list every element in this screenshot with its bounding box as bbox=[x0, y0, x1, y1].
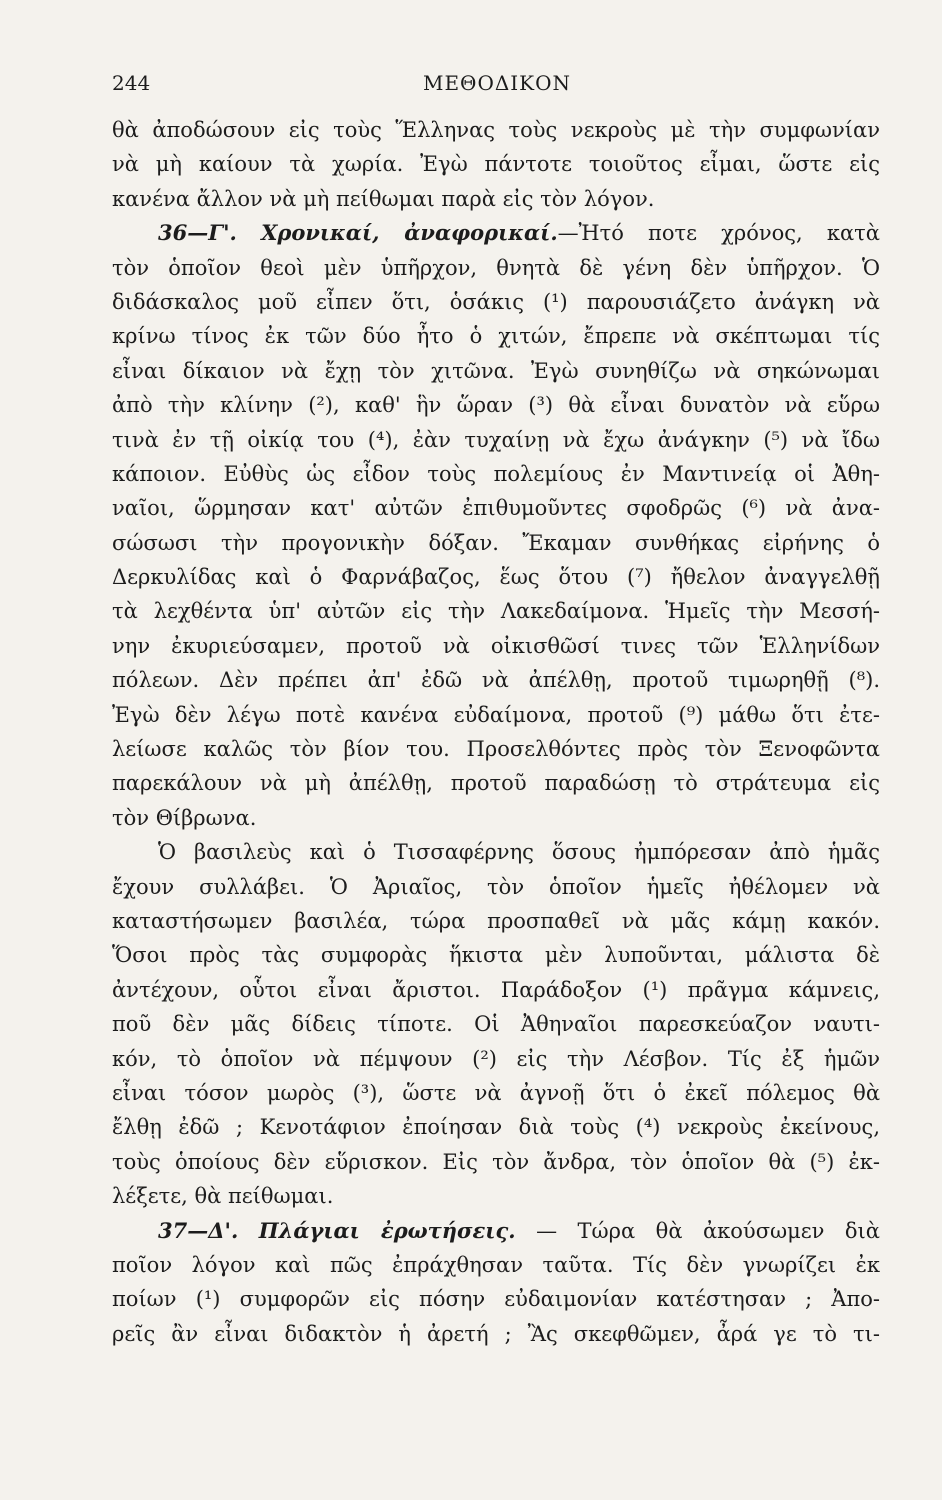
text-line: ἔλθῃ ἐδῶ ; Κενοτάφιον ἐποίησαν διὰ τοὺς (⁴) νεκροὺς ἐκείνους, bbox=[112, 1115, 880, 1140]
text-line: παρεκάλουν νὰ μὴ ἀπέλθῃ, προτοῦ παραδώσῃ τὸ στράτευμα εἰς bbox=[112, 771, 880, 796]
text-line: κάποιον. Εὐθὺς ὡς εἶδον τοὺς πολεμίους ἐν Μαντινείᾳ οἱ Ἀθη- bbox=[112, 461, 880, 486]
text-line: πόλεων. Δὲν πρέπει ἀπ' ἐδῶ νὰ ἀπέλθῃ, προτοῦ τιμωρηθῇ (⁸). bbox=[112, 668, 880, 693]
text-line: Ὁ βασιλεὺς καὶ ὁ Τισσαφέρνης ὅσους ἠμπόρεσαν ἀπὸ ἡμᾶς bbox=[158, 840, 880, 865]
text-line: θὰ ἀποδώσουν εἰς τοὺς Ἕλληνας τοὺς νεκροὺς μὲ τὴν συμφωνίαν bbox=[112, 118, 880, 142]
text-line: νὰ μὴ καίουν τὰ χωρία. Ἐγὼ πάντοτε τοιοῦτος εἶμαι, ὥστε εἰς bbox=[112, 152, 880, 177]
text-line: ποῦ δὲν μᾶς δίδεις τίποτε. Οἱ Ἀθηναῖοι παρεσκεύαζον ναυτι- bbox=[112, 1012, 880, 1037]
page-header bbox=[112, 70, 882, 96]
text-line: λείωσε καλῶς τὸν βίον του. Προσελθόντες πρὸς τὸν Ξενοφῶντα bbox=[112, 737, 880, 762]
text-line: εἶναι τόσον μωρὸς (³), ὥστε νὰ ἀγνοῇ ὅτι ὁ ἐκεῖ πόλεμος θὰ bbox=[112, 1080, 880, 1105]
text-line: κανένα ἄλλον νὰ μὴ πείθωμαι παρὰ εἰς τὸν λόγον. bbox=[112, 186, 655, 211]
section-heading-37 bbox=[112, 1214, 880, 1248]
text-line: Ὅσοι πρὸς τὰς συμφορὰς ἥκιστα μὲν λυποῦνται, μάλιστα δὲ bbox=[112, 943, 880, 968]
running-title: ΜΕΘΟΔΙΚΟΝ bbox=[422, 71, 572, 95]
text-line: σώσωσι τὴν προγονικὴν δόξαν. Ἔκαμαν συνθήκας εἰρήνης ὁ bbox=[112, 530, 880, 555]
section-heading-36 bbox=[112, 216, 880, 250]
text-line: ποῖον λόγον καὶ πῶς ἐπράχθησαν ταῦτα. Τίς δὲν γνωρίζει ἐκ bbox=[112, 1252, 880, 1277]
text-line: ἀπὸ τὴν κλίνην (²), καθ' ἣν ὥραν (³) θὰ εἶναι δυνατὸν νὰ εὕρω bbox=[112, 393, 880, 418]
text-line: Ἐγὼ δὲν λέγω ποτὲ κανένα εὐδαίμονα, προτοῦ (⁹) μάθω ὅτι ἐτε- bbox=[112, 702, 880, 727]
text-line: τὰ λεχθέντα ὑπ' αὐτῶν εἰς τὴν Λακεδαίμονα. Ἡμεῖς τὴν Μεσσή- bbox=[112, 599, 880, 624]
text-line: τινὰ ἐν τῇ οἰκίᾳ του (⁴), ἐὰν τυχαίνῃ νὰ ἔχω ἀνάγκην (⁵) νὰ ἴδω bbox=[112, 427, 880, 452]
section-text: — Τώρα θὰ ἀκούσωμεν διὰ bbox=[536, 1218, 880, 1243]
section-number: 36—Γ'. bbox=[158, 220, 237, 246]
text-line: λέξετε, θὰ πείθωμαι. bbox=[112, 1184, 334, 1209]
page-number: 244 bbox=[112, 71, 151, 95]
text-line: διδάσκαλος μοῦ εἶπεν ὅτι, ὁσάκις (¹) παρουσιάζετο ἀνάγκη νὰ bbox=[112, 289, 880, 314]
section-number: 37—Δ'. bbox=[158, 1217, 239, 1243]
body-text bbox=[112, 113, 880, 1351]
text-line: ἔχουν συλλάβει. Ὁ Ἀριαῖος, τὸν ὁποῖον ἡμεῖς ἠθέλομεν νὰ bbox=[112, 874, 880, 899]
text-line: Δερκυλίδας καὶ ὁ Φαρνάβαζος, ἕως ὅτου (⁷) ἤθελον ἀναγγελθῇ bbox=[112, 565, 880, 590]
section-text: —Ἠτό ποτε χρόνος, κατὰ bbox=[557, 221, 880, 246]
text-line: ρεῖς ἂν εἶναι διδακτὸν ἡ ἀρετή ; Ἂς σκεφθῶμεν, ἆρά γε τὸ τι- bbox=[112, 1321, 880, 1346]
section-title: Χρονικαί, ἀναφορικαί. bbox=[261, 220, 558, 246]
text-line: τὸν Θίβρωνα. bbox=[112, 805, 257, 830]
text-line: ποίων (¹) συμφορῶν εἰς πόσην εὐδαιμονίαν κατέστησαν ; Ἀπο- bbox=[112, 1287, 880, 1312]
text-line: ἀντέχουν, οὗτοι εἶναι ἄριστοι. Παράδοξον (¹) πρᾶγμα κάμνεις, bbox=[112, 977, 880, 1002]
text-line: νην ἐκυριεύσαμεν, προτοῦ νὰ οἰκισθῶσί τινες τῶν Ἑλληνίδων bbox=[112, 633, 880, 658]
text-line: εἶναι δίκαιον νὰ ἔχῃ τὸν χιτῶνα. Ἐγὼ συνηθίζω νὰ σηκώνωμαι bbox=[112, 358, 880, 383]
text-line: τοὺς ὁποίους δὲν εὕρισκον. Εἰς τὸν ἄνδρα, τὸν ὁποῖον θὰ (⁵) ἐκ- bbox=[112, 1149, 880, 1174]
text-line: κόν, τὸ ὁποῖον νὰ πέμψουν (²) εἰς τὴν Λέσβον. Τίς ἐξ ἡμῶν bbox=[112, 1046, 880, 1071]
text-line: τὸν ὁποῖον θεοὶ μὲν ὑπῆρχον, θνητὰ δὲ γένη δὲν ὑπῆρχον. Ὁ bbox=[112, 255, 880, 280]
text-line: κρίνω τίνος ἐκ τῶν δύο ἦτο ὁ χιτών, ἔπρεπε νὰ σκέπτωμαι τίς bbox=[112, 324, 880, 349]
text-line: ναῖοι, ὥρμησαν κατ' αὐτῶν ἐπιθυμοῦντες σφοδρῶς (⁶) νὰ ἀνα- bbox=[112, 496, 880, 521]
text-line: καταστήσωμεν βασιλέα, τώρα προσπαθεῖ νὰ μᾶς κάμῃ κακόν. bbox=[112, 908, 880, 933]
section-title: Πλάγιαι ἐρωτήσεις. bbox=[258, 1217, 516, 1243]
